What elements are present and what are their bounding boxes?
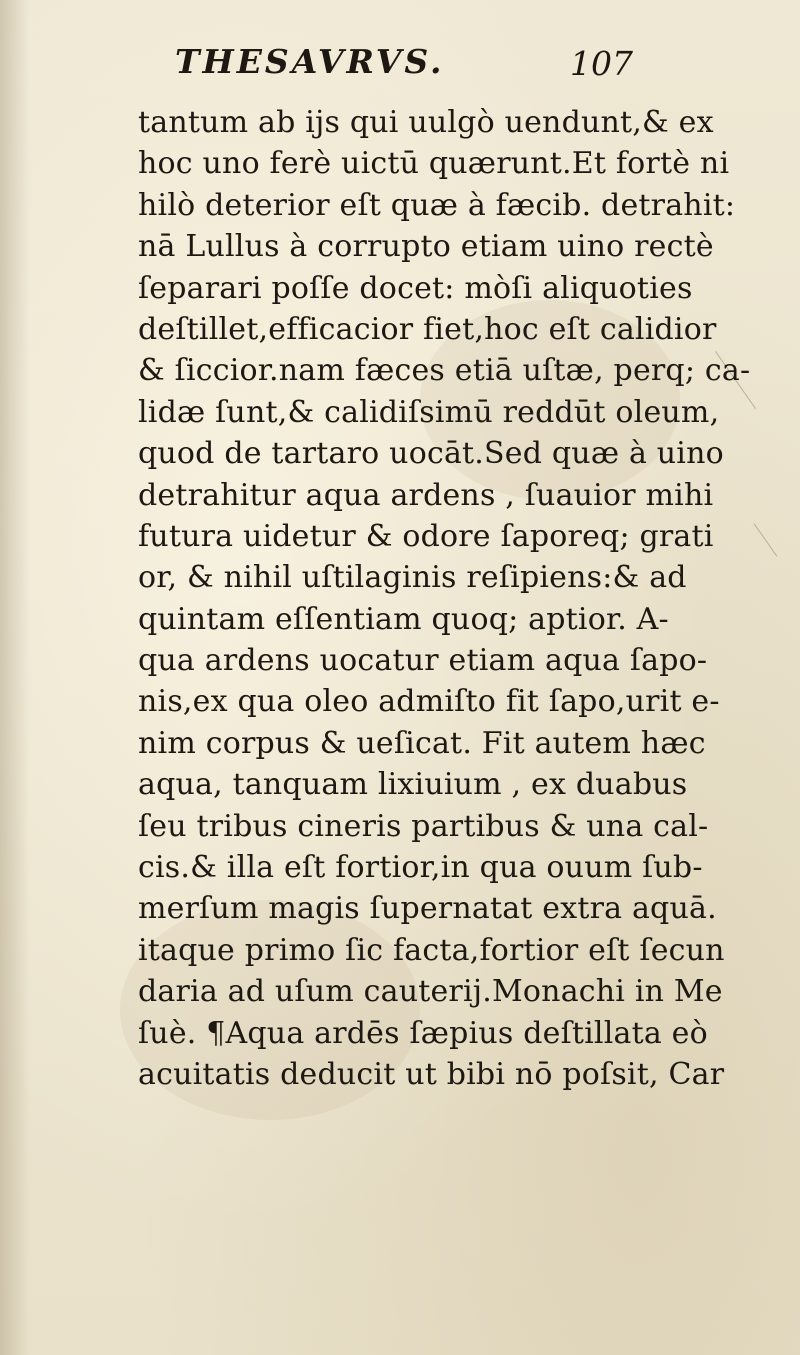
text-line: hilò deterior eſt quæ à fæcib. detrahit: (138, 187, 736, 223)
text-line: cis.& illa eſt fortior,in qua ouum ſub- (138, 850, 703, 886)
text-line: deſtillet,efficacior fiet,hoc eſt calidior (138, 311, 717, 347)
text-line: & ſiccior.nam fæces etiā uſtæ, perq; ca- (138, 353, 751, 389)
text-line: futura uidetur & odore ſaporeq; grati (138, 518, 714, 554)
text-line: tantum ab ijs qui uulgò uendunt,& ex (138, 105, 714, 140)
text-line: ſeparari poſſe docet: mòſi aliquoties (138, 270, 693, 306)
body-text (138, 102, 788, 1095)
text-line: ſeu tribus cineris partibus & una cal- (138, 808, 709, 844)
text-line: or, & nihil uſtilaginis reſipiens:& ad (138, 560, 687, 596)
text-line: nis,ex qua oleo admiſto fit ſapo,urit e- (138, 684, 720, 720)
text-line: acuitatis deducit ut bibi nō poſsit, Car (138, 1056, 725, 1092)
text-line: hoc uno ferè uictū quærunt.Et fortè ni (138, 146, 730, 182)
text-line: qua ardens uocatur etiam aqua ſapo- (138, 643, 708, 679)
gutter-shadow (0, 0, 30, 1355)
text-line: ſuè. ¶Aqua ardēs ſæpius deſtillata eò (138, 1015, 708, 1051)
text-line: nim corpus & ueſicat. Fit autem hæc (138, 725, 706, 761)
text-line: detrahitur aqua ardens , ſuauior mihi (138, 477, 714, 513)
text-line: lidæ ſunt,& calidiſsimū reddūt oleum, (138, 394, 720, 430)
text-line: quod de tartaro uocāt.Sed quæ à uino (138, 436, 724, 472)
text-line: aqua, tanquam lixiuium , ex duabus (138, 767, 688, 803)
running-head (0, 42, 800, 92)
running-head-title: THESAVRVS. (175, 42, 445, 81)
text-line: nā Lullus à corrupto etiam uino rectè (138, 229, 714, 265)
text-line: quintam eſſentiam quoq; aptior. A- (138, 601, 669, 637)
text-line: merſum magis ſupernatat extra aquā. (138, 891, 717, 927)
text-line: daria ad uſum cauterij.Monachi in Me (138, 974, 723, 1010)
page-number: 107 (570, 44, 633, 83)
text-line: itaque primo ſic facta,fortior eſt ſecun (138, 932, 725, 968)
